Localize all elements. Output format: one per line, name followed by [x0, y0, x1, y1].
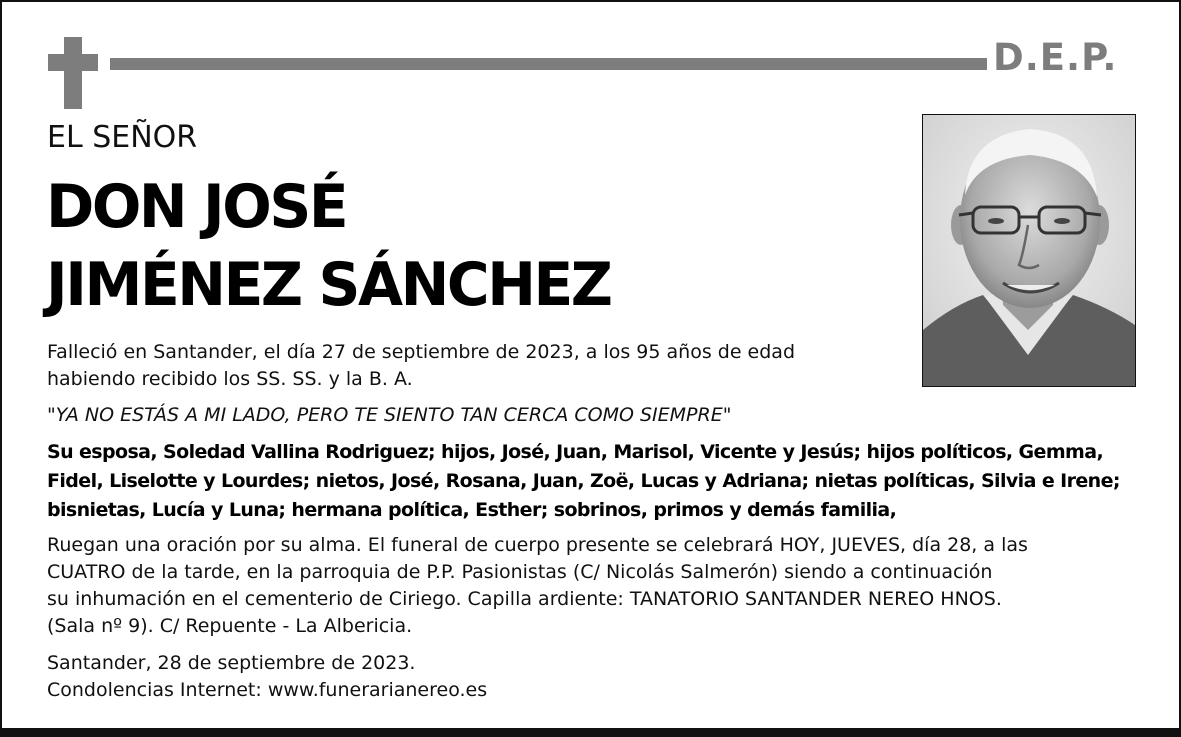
family-line1: Su esposa, Soledad Vallina Rodriguez; hijos, José, Juan, Marisol, Vicente y Jesús; hijos políticos, Gemma,	[47, 441, 1104, 463]
family-line2: Fidel, Liselotte y Lourdes; nietos, José, Rosana, Juan, Zoë, Lucas y Adriana; nietas políticas, Silvia e Irene;	[47, 470, 1120, 492]
dep-label: D.E.P.	[993, 36, 1118, 79]
cross-icon-bar	[48, 54, 98, 71]
header-rule	[110, 58, 987, 70]
date-place: Santander, 28 de septiembre de 2023.	[47, 652, 416, 674]
cross-icon	[64, 37, 82, 109]
condolences-link: Condolencias Internet: www.funerarianereo.es	[47, 679, 488, 701]
death-info-line2: habiendo recibido los SS. SS. y la B. A.	[47, 368, 413, 390]
family-line3: bisnietas, Lucía y Luna; hermana política, Esther; sobrinos, primos y demás familia,	[47, 499, 897, 521]
funeral-line2: CUATRO de la tarde, en la parroquia de P.P. Pasionistas (C/ Nicolás Salmerón) siendo a continuación	[47, 561, 993, 583]
death-info-line1: Falleció en Santander, el día 27 de septiembre de 2023, a los 95 años de edad	[47, 341, 796, 363]
deceased-name-line2: JIMÉNEZ SÁNCHEZ	[46, 250, 611, 320]
funeral-line3: su inhumación en el cementerio de Ciriego. Capilla ardiente: TANATORIO SANTANDER NEREO HNOS.	[47, 588, 1002, 610]
bottom-rule	[0, 728, 1181, 737]
funeral-line1: Ruegan una oración por su alma. El funeral de cuerpo presente se celebrará HOY, JUEVES, día 28, a las	[47, 534, 1028, 556]
portrait-image	[923, 115, 1135, 386]
deceased-name-line1: DON JOSÉ	[46, 172, 347, 242]
quote: "YA NO ESTÁS A MI LADO, PERO TE SIENTO TAN CERCA COMO SIEMPRE"	[47, 404, 732, 426]
deceased-title: EL SEÑOR	[47, 120, 198, 155]
funeral-line4: (Sala nº 9). C/ Repuente - La Albericia.	[47, 615, 413, 637]
deceased-portrait	[922, 114, 1136, 387]
